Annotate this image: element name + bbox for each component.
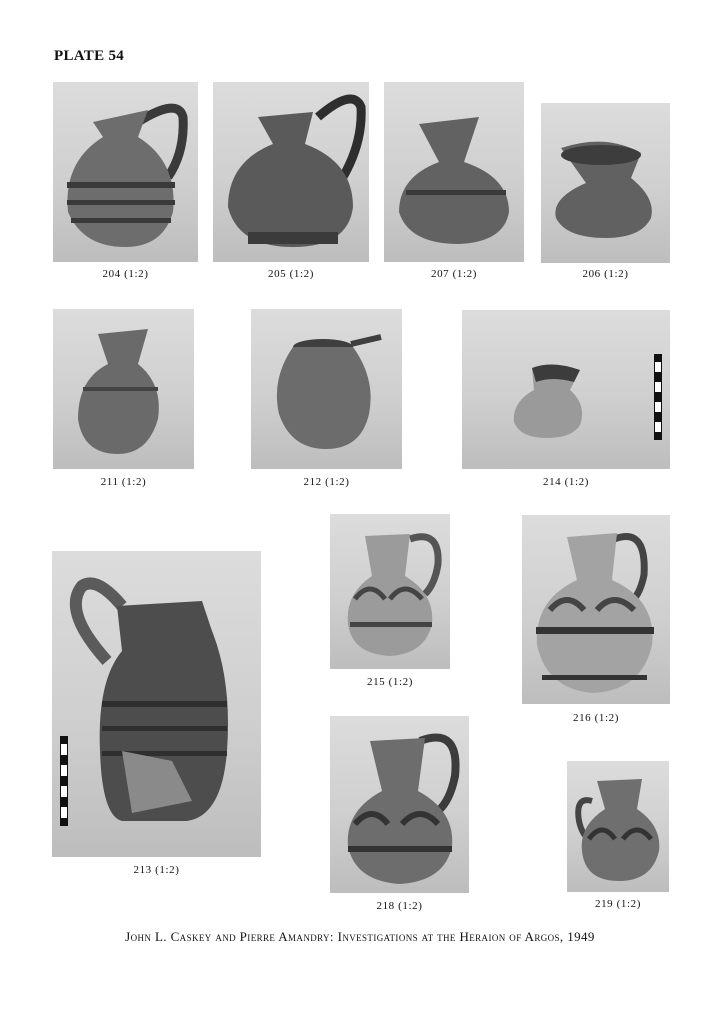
caption-213: 213 (1:2) [133,864,180,876]
caption-216: 216 (1:2) [572,712,620,724]
photo-211 [53,309,194,469]
caption-204: 204 (1:2) [102,268,149,280]
caption-211: 211 (1:2) [100,476,147,488]
caption-218: 218 (1:2) [376,900,423,912]
photo-207 [384,82,524,262]
photo-215 [330,514,450,669]
photo-216 [522,515,670,704]
photo-204 [53,82,198,262]
photo-218 [330,716,469,893]
caption-212: 212 (1:2) [303,476,350,488]
page-footer: John L. Caskey and Pierre Amandry: Investigations at the Heraion of Argos, 1949 [125,929,595,944]
caption-205: 205 (1:2) [267,268,315,280]
photo-212 [251,309,402,469]
caption-215: 215 (1:2) [366,676,414,688]
caption-206: 206 (1:2) [582,268,629,280]
caption-214: 214 (1:2) [542,476,590,488]
photo-219 [567,761,669,892]
photo-206 [541,103,670,263]
caption-207: 207 (1:2) [430,268,478,280]
photo-214 [462,310,670,469]
plate-title: PLATE 54 [54,48,125,64]
photo-205 [213,82,369,262]
caption-219: 219 (1:2) [594,898,642,910]
photo-213 [52,551,261,857]
